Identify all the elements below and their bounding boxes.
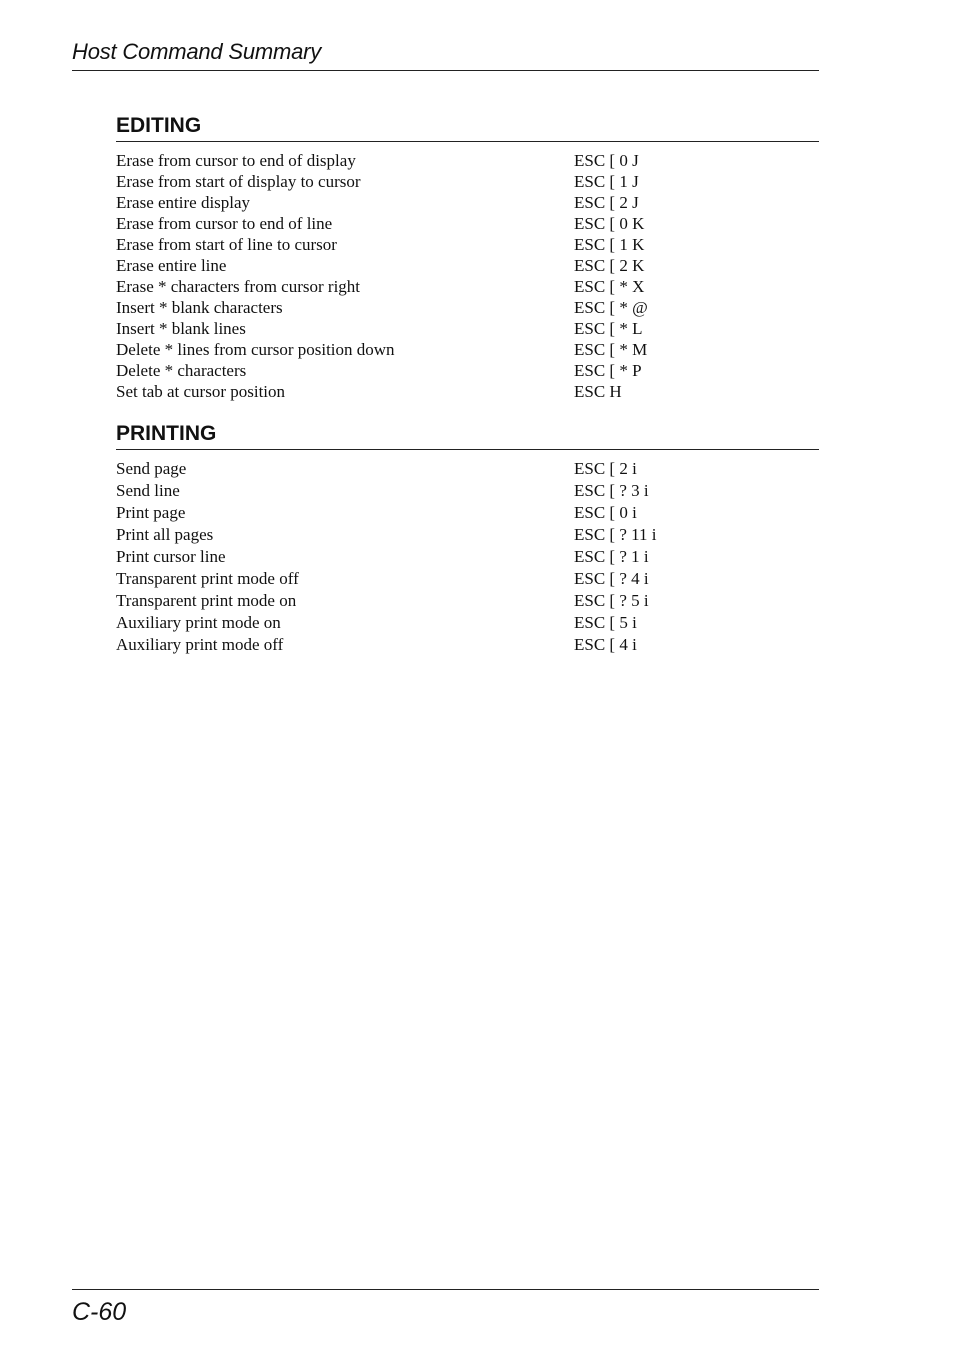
command-code: ESC H <box>574 382 622 401</box>
command-code: ESC [ 0 J <box>574 151 639 170</box>
command-code: ESC [ * M <box>574 340 648 359</box>
command-code: ESC [ * X <box>574 277 645 296</box>
command-code: ESC [ 1 J <box>574 172 639 191</box>
command-description: Print all pages <box>116 525 214 544</box>
command-row <box>116 590 819 612</box>
command-description: Erase entire display <box>116 193 251 212</box>
command-row <box>116 480 819 502</box>
command-code: ESC [ ? 5 i <box>574 591 649 610</box>
command-description: Erase entire line <box>116 256 227 275</box>
command-code: ESC [ ? 11 i <box>574 525 657 544</box>
command-row <box>116 634 819 656</box>
page-footer <box>72 1289 819 1327</box>
command-row <box>116 458 819 480</box>
printing-section <box>116 421 819 656</box>
command-row <box>116 360 819 381</box>
section-heading-printing: PRINTING <box>116 421 819 450</box>
command-description: Auxiliary print mode on <box>116 613 281 632</box>
command-row <box>116 318 819 339</box>
command-code: ESC [ 0 i <box>574 503 637 522</box>
command-description: Insert * blank characters <box>116 298 283 317</box>
command-code: ESC [ 5 i <box>574 613 637 632</box>
command-description: Auxiliary print mode off <box>116 635 284 654</box>
command-description: Erase from cursor to end of display <box>116 151 356 170</box>
command-code: ESC [ 1 K <box>574 235 645 254</box>
command-code: ESC [ 4 i <box>574 635 637 654</box>
command-row <box>116 255 819 276</box>
command-description: Send page <box>116 459 187 478</box>
command-row <box>116 171 819 192</box>
command-row <box>116 192 819 213</box>
command-code: ESC [ 0 K <box>574 214 645 233</box>
page-number: C-60 <box>72 1298 127 1326</box>
command-row <box>116 234 819 255</box>
command-description: Send line <box>116 481 180 500</box>
command-row <box>116 381 819 402</box>
running-header <box>72 38 819 71</box>
command-code: ESC [ * L <box>574 319 643 338</box>
command-description: Delete * characters <box>116 361 247 380</box>
command-description: Insert * blank lines <box>116 319 246 338</box>
editing-section <box>116 113 819 402</box>
command-row <box>116 297 819 318</box>
command-code: ESC [ ? 3 i <box>574 481 649 500</box>
command-row <box>116 502 819 524</box>
command-row <box>116 612 819 634</box>
command-code: ESC [ 2 i <box>574 459 637 478</box>
command-description: Delete * lines from cursor position down <box>116 340 395 359</box>
command-description: Print cursor line <box>116 547 226 566</box>
running-header-title: Host Command Summary <box>72 39 322 64</box>
command-row <box>116 568 819 590</box>
command-code: ESC [ * @ <box>574 298 648 317</box>
editing-command-list <box>116 150 819 402</box>
command-row <box>116 339 819 360</box>
command-description: Erase from cursor to end of line <box>116 214 333 233</box>
command-description: Print page <box>116 503 186 522</box>
command-description: Set tab at cursor position <box>116 382 286 401</box>
command-description: Erase from start of line to cursor <box>116 235 337 254</box>
command-row <box>116 524 819 546</box>
command-description: Transparent print mode off <box>116 569 299 588</box>
command-row <box>116 213 819 234</box>
command-code: ESC [ * P <box>574 361 642 380</box>
command-code: ESC [ 2 K <box>574 256 645 275</box>
command-code: ESC [ 2 J <box>574 193 639 212</box>
command-row <box>116 150 819 171</box>
section-heading-editing: EDITING <box>116 113 819 142</box>
command-code: ESC [ ? 4 i <box>574 569 649 588</box>
printing-command-list <box>116 458 819 656</box>
command-description: Erase * characters from cursor right <box>116 277 361 296</box>
command-code: ESC [ ? 1 i <box>574 547 649 566</box>
command-description: Transparent print mode on <box>116 591 297 610</box>
command-row <box>116 546 819 568</box>
command-description: Erase from start of display to cursor <box>116 172 361 191</box>
command-row <box>116 276 819 297</box>
